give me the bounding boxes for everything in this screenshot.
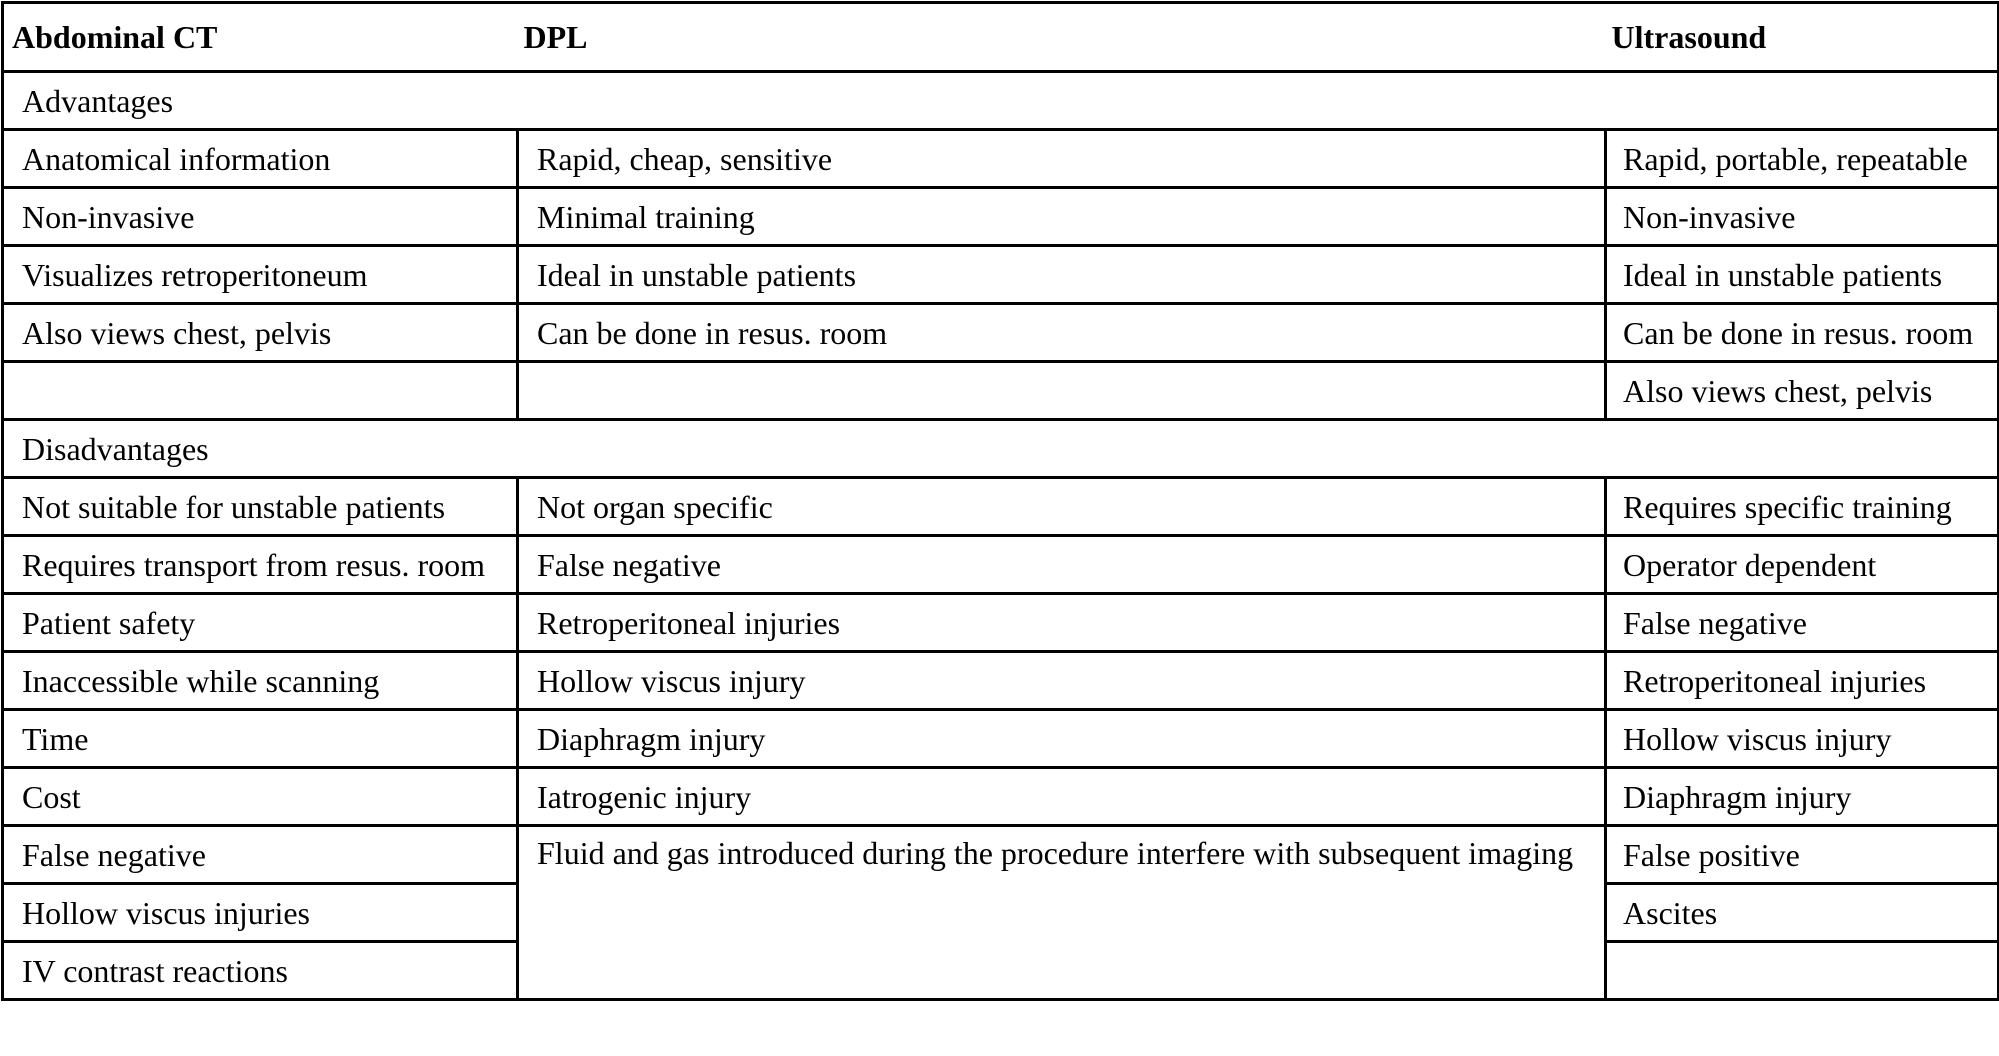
cell-dpl: Not organ specific [518, 478, 1606, 536]
cell-ultrasound [1606, 942, 1999, 1000]
cell-dpl: False negative [518, 536, 1606, 594]
cell-dpl: Minimal training [518, 188, 1606, 246]
table-row [3, 594, 1999, 652]
table-row [3, 478, 1999, 536]
cell-ct: False negative [3, 826, 518, 884]
cell-ct: Non-invasive [3, 188, 518, 246]
cell-dpl: Can be done in resus. room [518, 304, 1606, 362]
cell-ultrasound: Diaphragm injury [1606, 768, 1999, 826]
cell-ct: IV contrast reactions [3, 942, 518, 1000]
table-row [3, 652, 1999, 710]
cell-ct: Anatomical information [3, 130, 518, 188]
cell-dpl: Ideal in unstable patients [518, 246, 1606, 304]
section-label-disadvantages: Disadvantages [3, 420, 1999, 478]
table-row [3, 768, 1999, 826]
cell-dpl: Iatrogenic injury [518, 768, 1606, 826]
cell-ultrasound: False positive [1606, 826, 1999, 884]
header-dpl: DPL [518, 3, 1606, 72]
cell-ultrasound: Hollow viscus injury [1606, 710, 1999, 768]
cell-ct: Cost [3, 768, 518, 826]
cell-ultrasound: False negative [1606, 594, 1999, 652]
cell-ultrasound: Operator dependent [1606, 536, 1999, 594]
cell-ultrasound: Can be done in resus. room [1606, 304, 1999, 362]
table-row [3, 536, 1999, 594]
cell-ultrasound: Retroperitoneal injuries [1606, 652, 1999, 710]
cell-ultrasound: Ideal in unstable patients [1606, 246, 1999, 304]
table-row [3, 710, 1999, 768]
cell-ct: Not suitable for unstable patients [3, 478, 518, 536]
cell-ct: Patient safety [3, 594, 518, 652]
table-row [3, 362, 1999, 420]
cell-dpl: Fluid and gas introduced during the procedure interfere with subsequent imaging [518, 826, 1606, 1000]
cell-ct: Also views chest, pelvis [3, 304, 518, 362]
table-row [3, 130, 1999, 188]
table-row [3, 188, 1999, 246]
header-ultrasound: Ultrasound [1606, 3, 1999, 72]
cell-ultrasound: Requires specific training [1606, 478, 1999, 536]
cell-ultrasound: Also views chest, pelvis [1606, 362, 1999, 420]
table-row [3, 826, 1999, 884]
cell-ultrasound: Rapid, portable, repeatable [1606, 130, 1999, 188]
section-row-advantages [3, 72, 1999, 130]
table-row [3, 304, 1999, 362]
cell-ct: Requires transport from resus. room [3, 536, 518, 594]
table-row [3, 246, 1999, 304]
cell-dpl: Retroperitoneal injuries [518, 594, 1606, 652]
cell-dpl: Hollow viscus injury [518, 652, 1606, 710]
cell-ct: Inaccessible while scanning [3, 652, 518, 710]
cell-ct: Time [3, 710, 518, 768]
cell-ultrasound: Non-invasive [1606, 188, 1999, 246]
section-row-disadvantages [3, 420, 1999, 478]
cell-ct: Hollow viscus injuries [3, 884, 518, 942]
cell-ct: Visualizes retroperitoneum [3, 246, 518, 304]
cell-ultrasound: Ascites [1606, 884, 1999, 942]
comparison-table [1, 1, 1999, 1001]
header-row [3, 3, 1999, 72]
section-label-advantages: Advantages [3, 72, 1999, 130]
cell-dpl: Rapid, cheap, sensitive [518, 130, 1606, 188]
header-abdominal-ct: Abdominal CT [3, 3, 518, 72]
cell-ct [3, 362, 518, 420]
cell-dpl [518, 362, 1606, 420]
cell-dpl: Diaphragm injury [518, 710, 1606, 768]
